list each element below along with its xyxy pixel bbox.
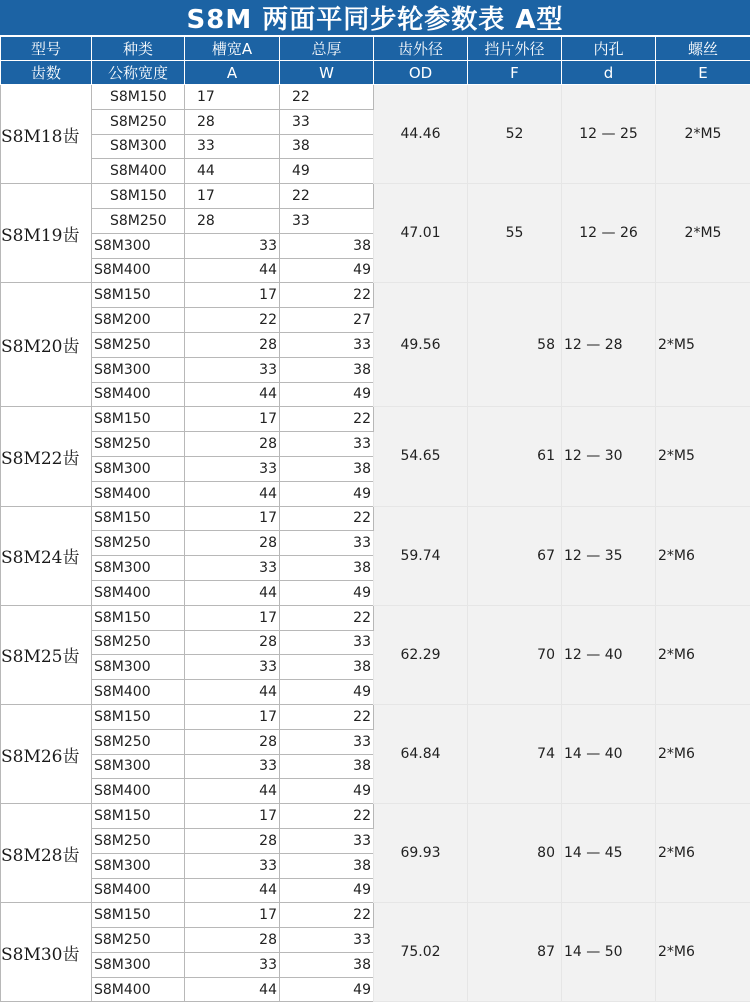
header-model: 型号 — [1, 37, 92, 61]
model-cell: S8M24齿 — [1, 506, 92, 605]
bore-cell: 12 — 25 — [562, 85, 656, 184]
screw-cell: 2*M5 — [656, 407, 750, 506]
slot-width-cell: 17 — [185, 506, 280, 531]
thickness-cell: 22 — [280, 407, 374, 432]
header-od: OD — [374, 61, 468, 85]
kind-cell: S8M250 — [92, 432, 185, 457]
kind-cell: S8M150 — [92, 283, 185, 308]
flange-od-cell: 67 — [468, 506, 562, 605]
kind-cell: S8M300 — [92, 853, 185, 878]
flange-od-cell: 55 — [468, 184, 562, 283]
table-row — [1, 506, 750, 531]
thickness-cell: 38 — [280, 357, 374, 382]
kind-cell: S8M150 — [92, 85, 185, 110]
screw-cell: 2*M6 — [656, 506, 750, 605]
model-cell: S8M22齿 — [1, 407, 92, 506]
slot-width-cell: 22 — [185, 308, 280, 333]
thickness-cell: 49 — [280, 580, 374, 605]
flange-od-cell: 74 — [468, 704, 562, 803]
kind-cell: S8M250 — [92, 332, 185, 357]
slot-width-cell: 33 — [185, 556, 280, 581]
model-cell: S8M30齿 — [1, 903, 92, 1002]
header-screw: 螺丝 — [656, 37, 750, 61]
header-e: E — [656, 61, 750, 85]
tooth-od-cell: 44.46 — [374, 85, 468, 184]
thickness-cell: 38 — [280, 233, 374, 258]
slot-width-cell: 28 — [185, 729, 280, 754]
slot-width-cell: 28 — [185, 208, 280, 233]
kind-cell: S8M150 — [92, 704, 185, 729]
kind-cell: S8M400 — [92, 977, 185, 1002]
thickness-cell: 22 — [280, 704, 374, 729]
header-a: A — [185, 61, 280, 85]
kind-cell: S8M250 — [92, 928, 185, 953]
slot-width-cell: 28 — [185, 630, 280, 655]
tooth-od-cell: 47.01 — [374, 184, 468, 283]
slot-width-cell: 33 — [185, 952, 280, 977]
kind-cell: S8M300 — [92, 233, 185, 258]
kind-cell: S8M250 — [92, 531, 185, 556]
table-row — [1, 283, 750, 308]
thickness-cell: 49 — [280, 382, 374, 407]
slot-width-cell: 44 — [185, 159, 280, 184]
tooth-od-cell: 75.02 — [374, 903, 468, 1002]
slot-width-cell: 44 — [185, 481, 280, 506]
table-row — [1, 407, 750, 432]
kind-cell: S8M400 — [92, 680, 185, 705]
slot-width-cell: 44 — [185, 779, 280, 804]
kind-cell: S8M300 — [92, 556, 185, 581]
header-kind: 种类 — [92, 37, 185, 61]
slot-width-cell: 28 — [185, 432, 280, 457]
screw-cell: 2*M5 — [656, 184, 750, 283]
screw-cell: 2*M5 — [656, 85, 750, 184]
kind-cell: S8M150 — [92, 184, 185, 209]
table-row — [1, 704, 750, 729]
flange-od-cell: 58 — [468, 283, 562, 407]
slot-width-cell: 17 — [185, 184, 280, 209]
table-header — [1, 37, 750, 85]
header-tooth-od: 齿外径 — [374, 37, 468, 61]
slot-width-cell: 17 — [185, 85, 280, 110]
spec-table — [0, 36, 750, 1002]
slot-width-cell: 44 — [185, 258, 280, 283]
header-flange-od: 挡片外径 — [468, 37, 562, 61]
kind-cell: S8M150 — [92, 903, 185, 928]
flange-od-cell: 52 — [468, 85, 562, 184]
tooth-od-cell: 59.74 — [374, 506, 468, 605]
screw-cell: 2*M6 — [656, 704, 750, 803]
kind-cell: S8M400 — [92, 159, 185, 184]
model-cell: S8M25齿 — [1, 605, 92, 704]
tooth-od-cell: 54.65 — [374, 407, 468, 506]
tooth-od-cell: 62.29 — [374, 605, 468, 704]
kind-cell: S8M400 — [92, 258, 185, 283]
tooth-od-cell: 49.56 — [374, 283, 468, 407]
thickness-cell: 22 — [280, 506, 374, 531]
model-cell: S8M18齿 — [1, 85, 92, 184]
kind-cell: S8M300 — [92, 357, 185, 382]
screw-cell: 2*M5 — [656, 283, 750, 407]
table-row — [1, 605, 750, 630]
thickness-cell: 22 — [280, 804, 374, 829]
slot-width-cell: 28 — [185, 109, 280, 134]
thickness-cell: 38 — [280, 456, 374, 481]
flange-od-cell: 80 — [468, 804, 562, 903]
kind-cell: S8M250 — [92, 208, 185, 233]
thickness-cell: 22 — [280, 903, 374, 928]
kind-cell: S8M150 — [92, 506, 185, 531]
table-row — [1, 903, 750, 928]
kind-cell: S8M400 — [92, 481, 185, 506]
slot-width-cell: 17 — [185, 283, 280, 308]
thickness-cell: 38 — [280, 655, 374, 680]
slot-width-cell: 44 — [185, 977, 280, 1002]
slot-width-cell: 28 — [185, 332, 280, 357]
table-row — [1, 804, 750, 829]
slot-width-cell: 17 — [185, 903, 280, 928]
kind-cell: S8M250 — [92, 630, 185, 655]
kind-cell: S8M400 — [92, 878, 185, 903]
bore-cell: 12 — 28 — [562, 283, 656, 407]
thickness-cell: 38 — [280, 556, 374, 581]
thickness-cell: 33 — [280, 729, 374, 754]
kind-cell: S8M250 — [92, 109, 185, 134]
slot-width-cell: 28 — [185, 928, 280, 953]
slot-width-cell: 28 — [185, 828, 280, 853]
slot-width-cell: 28 — [185, 531, 280, 556]
header-total-thickness: 总厚 — [280, 37, 374, 61]
slot-width-cell: 33 — [185, 456, 280, 481]
thickness-cell: 33 — [280, 109, 374, 134]
kind-cell: S8M150 — [92, 407, 185, 432]
thickness-cell: 38 — [280, 952, 374, 977]
tooth-od-cell: 69.93 — [374, 804, 468, 903]
bore-cell: 14 — 50 — [562, 903, 656, 1002]
thickness-cell: 27 — [280, 308, 374, 333]
slot-width-cell: 33 — [185, 134, 280, 159]
flange-od-cell: 70 — [468, 605, 562, 704]
bore-cell: 12 — 35 — [562, 506, 656, 605]
screw-cell: 2*M6 — [656, 804, 750, 903]
thickness-cell: 33 — [280, 531, 374, 556]
header-teeth: 齿数 — [1, 61, 92, 85]
table-row — [1, 85, 750, 110]
table-row — [1, 184, 750, 209]
thickness-cell: 33 — [280, 828, 374, 853]
model-cell: S8M26齿 — [1, 704, 92, 803]
slot-width-cell: 33 — [185, 754, 280, 779]
thickness-cell: 33 — [280, 928, 374, 953]
kind-cell: S8M250 — [92, 828, 185, 853]
slot-width-cell: 17 — [185, 704, 280, 729]
header-nominal-width: 公称宽度 — [92, 61, 185, 85]
screw-cell: 2*M6 — [656, 605, 750, 704]
slot-width-cell: 44 — [185, 878, 280, 903]
slot-width-cell: 33 — [185, 655, 280, 680]
thickness-cell: 38 — [280, 134, 374, 159]
kind-cell: S8M150 — [92, 804, 185, 829]
thickness-cell: 49 — [280, 977, 374, 1002]
screw-cell: 2*M6 — [656, 903, 750, 1002]
page-title: S8M 两面平同步轮参数表 A型 — [0, 0, 750, 36]
kind-cell: S8M400 — [92, 580, 185, 605]
slot-width-cell: 17 — [185, 804, 280, 829]
model-cell: S8M20齿 — [1, 283, 92, 407]
kind-cell: S8M300 — [92, 754, 185, 779]
kind-cell: S8M250 — [92, 729, 185, 754]
thickness-cell: 49 — [280, 481, 374, 506]
model-cell: S8M28齿 — [1, 804, 92, 903]
bore-cell: 12 — 26 — [562, 184, 656, 283]
thickness-cell: 38 — [280, 754, 374, 779]
thickness-cell: 22 — [280, 85, 374, 110]
kind-cell: S8M300 — [92, 456, 185, 481]
kind-cell: S8M150 — [92, 605, 185, 630]
kind-cell: S8M300 — [92, 952, 185, 977]
header-slot-width: 槽宽A — [185, 37, 280, 61]
thickness-cell: 33 — [280, 630, 374, 655]
header-bore: 内孔 — [562, 37, 656, 61]
slot-width-cell: 17 — [185, 605, 280, 630]
flange-od-cell: 61 — [468, 407, 562, 506]
model-cell: S8M19齿 — [1, 184, 92, 283]
kind-cell: S8M300 — [92, 655, 185, 680]
slot-width-cell: 44 — [185, 580, 280, 605]
header-d: d — [562, 61, 656, 85]
bore-cell: 12 — 40 — [562, 605, 656, 704]
kind-cell: S8M400 — [92, 382, 185, 407]
tooth-od-cell: 64.84 — [374, 704, 468, 803]
thickness-cell: 49 — [280, 680, 374, 705]
slot-width-cell: 33 — [185, 357, 280, 382]
table-body — [1, 85, 750, 1002]
thickness-cell: 49 — [280, 159, 374, 184]
thickness-cell: 22 — [280, 605, 374, 630]
header-f: F — [468, 61, 562, 85]
slot-width-cell: 33 — [185, 853, 280, 878]
kind-cell: S8M200 — [92, 308, 185, 333]
bore-cell: 12 — 30 — [562, 407, 656, 506]
bore-cell: 14 — 45 — [562, 804, 656, 903]
slot-width-cell: 44 — [185, 382, 280, 407]
flange-od-cell: 87 — [468, 903, 562, 1002]
header-row-2 — [1, 61, 750, 85]
thickness-cell: 33 — [280, 432, 374, 457]
thickness-cell: 49 — [280, 878, 374, 903]
header-row-1 — [1, 37, 750, 61]
kind-cell: S8M300 — [92, 134, 185, 159]
thickness-cell: 22 — [280, 283, 374, 308]
kind-cell: S8M400 — [92, 779, 185, 804]
slot-width-cell: 33 — [185, 233, 280, 258]
thickness-cell: 49 — [280, 779, 374, 804]
thickness-cell: 49 — [280, 258, 374, 283]
thickness-cell: 33 — [280, 332, 374, 357]
slot-width-cell: 44 — [185, 680, 280, 705]
bore-cell: 14 — 40 — [562, 704, 656, 803]
thickness-cell: 38 — [280, 853, 374, 878]
header-w: W — [280, 61, 374, 85]
thickness-cell: 33 — [280, 208, 374, 233]
slot-width-cell: 17 — [185, 407, 280, 432]
thickness-cell: 22 — [280, 184, 374, 209]
